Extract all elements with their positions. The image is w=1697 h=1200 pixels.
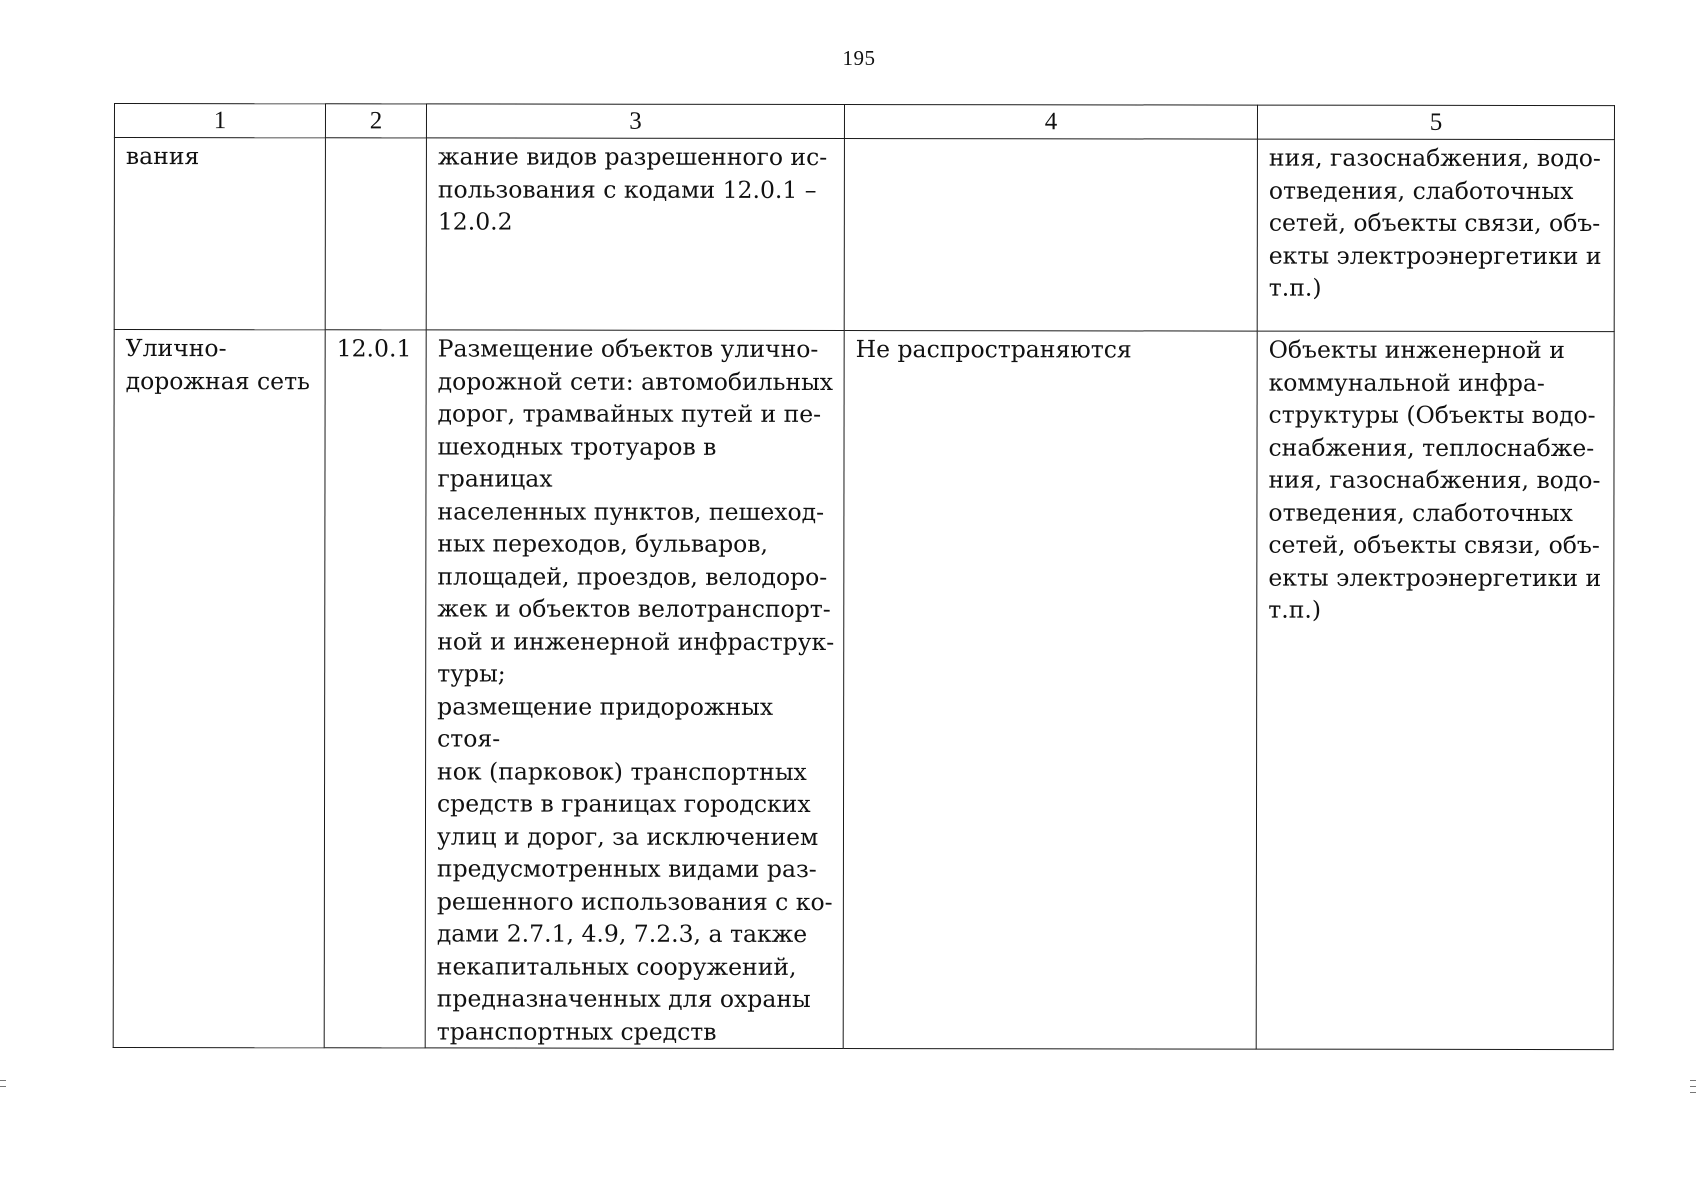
scan-edge-mark bbox=[0, 1080, 6, 1081]
cell-limits bbox=[844, 139, 1257, 332]
column-header-1: 1 bbox=[114, 104, 325, 138]
column-header-2: 2 bbox=[325, 104, 426, 138]
table-row bbox=[113, 330, 1614, 1050]
cell-use-description: Размещение объектов улично- дорожной сети: автомобильных дорог, трамвайных путей и пе- шеходных тротуаров в границах населенных пунктов, пешеход- ных переходов, бульваров, площадей, проездов, велодоро- жек и объектов велотранспорт- ной и инженерной инфраструк- туры; размещение придорожных стоя- нок (парковок) транспортных средств в границах городских улиц и дорог, за исключением предусмотренных видами раз- решенного использования с ко- дами 2.7.1, 4.9, 7.2.3, а также некапитальных сооружений, предназначенных для охраны транспортных средств bbox=[425, 330, 844, 1049]
column-header-3: 3 bbox=[426, 104, 844, 139]
cell-objects: Объекты инженерной и коммунальной инфра- структуры (Объекты водо- снабжения, теплоснабже- ния, газоснабжения, водо- отведения, слаботочных сетей, объекты связи, объ- екты электроэнергетики и т.п.) bbox=[1256, 331, 1614, 1049]
column-header-5: 5 bbox=[1257, 105, 1614, 139]
scan-edge-mark bbox=[1690, 1092, 1696, 1093]
cell-use-code: 12.0.1 bbox=[324, 330, 426, 1048]
scan-edge-mark bbox=[1690, 1080, 1696, 1081]
cell-use-name: Улично- дорожная сеть bbox=[113, 330, 325, 1048]
cell-use-description: жание видов разрешенного ис- пользования с кодами 12.0.1 – 12.0.2 bbox=[426, 138, 844, 331]
scan-edge-mark bbox=[0, 1086, 6, 1087]
scan-edge-mark bbox=[1690, 1086, 1696, 1087]
cell-use-name: вания bbox=[114, 138, 325, 330]
table-header-row bbox=[114, 104, 1614, 140]
cell-use-code bbox=[325, 138, 426, 330]
land-use-table bbox=[113, 103, 1615, 1050]
table-row bbox=[114, 138, 1614, 332]
column-header-4: 4 bbox=[844, 105, 1257, 140]
cell-objects: ния, газоснабжения, водо- отведения, слаботочных сетей, объекты связи, объ- екты электроэнергетики и т.п.) bbox=[1257, 139, 1614, 331]
page-number: 195 bbox=[842, 46, 876, 70]
cell-limits: Не распространяются bbox=[843, 331, 1257, 1050]
